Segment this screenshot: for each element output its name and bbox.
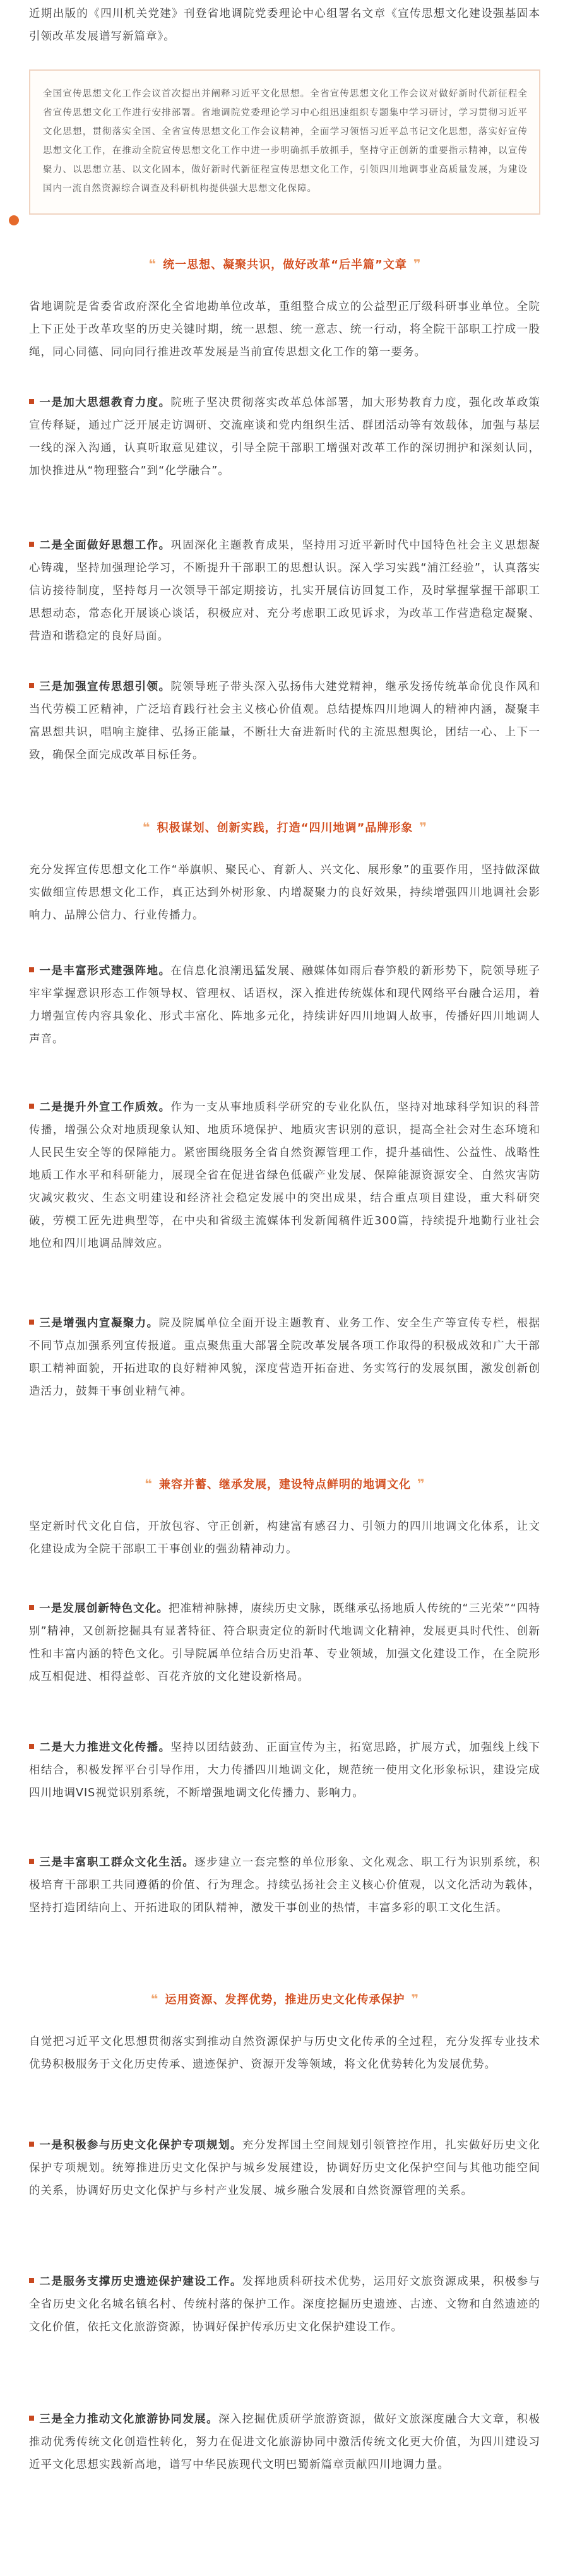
square-bullet-icon (29, 1744, 34, 1749)
intro-text: 全国宣传思想文化工作会议首次提出并阐释习近平文化思想。全省宣传思想文化工作会议对做好新时代新征程全省宣传思想文化工作进行安排部署。省地调院党委理论学习中心组迅速组织专题集中学习研讨，学习贯彻习近平文化思想，贯彻落实全国、全省宣传思想文化工作会议精神，全面学习领悟习近平总书记文化思想，落实好宣传思想文化工作，在推动全院宣传思想文化工作中进一步明确抓手放抓手，坚持守正创新的重要指示精神，以宣传聚力、以思想立基、以文化固本，做好新时代新征程宣传思想文化工作，引领四川地调事业高质量发展，为建设国内一流自然资源综合调查及科研机构提供强大思想文化保障。 (43, 89, 528, 194)
right-quote-icon: ❞ (417, 1476, 425, 1491)
point-lead: 一是加大思想教育力度。 (39, 397, 171, 409)
section-4-title (0, 1986, 570, 2012)
section-3-point-3 (29, 1851, 540, 1919)
section-4-point-2 (29, 2270, 540, 2339)
right-quote-icon: ❞ (411, 1991, 420, 2007)
decorative-dot-icon (9, 215, 19, 225)
square-bullet-icon (29, 1320, 34, 1325)
section-2-point-1 (29, 960, 540, 1051)
point-text: 深入挖掘优质研学旅游资源，做好文旅深度融合大文章，积极推动优秀传统文化创造性转化，努力在促进文化旅游协同中激活传统文化更大价值，为四川建设习近平文化思想实践新高地，谱写中华民族现代文明巴蜀新篇章贡献四川地调力量。 (29, 2413, 541, 2471)
section-2-point-3 (29, 1312, 540, 1403)
point-lead: 一是发展创新特色文化。 (39, 1602, 169, 1615)
section-4-point-1 (29, 2134, 540, 2202)
square-bullet-icon (29, 2278, 34, 2283)
point-text: 发挥地质科研技术优势，运用好文旅资源成果，积极参与全省历史文化名城名镇名村、传统村落的保护工作。深度挖掘历史遗迹、古迹、文物和自然遗迹的文化价值，依托文化旅游资源，协调好保护传承历史文化保护建设工作。 (29, 2275, 541, 2334)
section-2-title (0, 814, 570, 840)
intro-box (29, 69, 540, 215)
point-text: 作为一支从事地质科学研究的专业化队伍，坚持对地球科学知识的科普传播，增强公众对地质现象认知、地质环境保护、地质灾害识别的意识，提高全社会对生态环境和人民民生安全等的保障能力。紧密围绕服务全省自然资源管理工作，提升基础性、公益性、战略性地质工作水平和科研能力，展现全省在促进省绿色低碳产业发展、保障能源资源安全、自然灾害防灾减灾救灾、生态文明建设和经济社会稳定发展中的突出成果，结合重点项目建设，重大科研突破，劳模工匠先进典型等，在中央和省级主流媒体刊发新闻稿件近300篇，持续提升地勤行业社会地位和四川地调品牌效应。 (29, 1101, 540, 1250)
square-bullet-icon (29, 399, 34, 404)
left-quote-icon: ❝ (148, 256, 157, 271)
section-3-title (0, 1471, 570, 1496)
point-text: 把准精神脉搏，赓续历史文脉，既继承弘扬地质人传统的“三光荣”“四特别”精神，又创新挖掘具有显著特征、符合职责定位的新时代地调文化精神，发展更具时代性、创新性和丰富内涵的特色文化。引导院属单位结合历史沿革、专业领域，加强文化建设工作，在全院形成互相促进、相得益彰、百花齐放的文化建设新格局。 (29, 1602, 540, 1683)
point-text: 逐步建立一套完整的单位形象、文化观念、职工行为识别系统，积极培育干部职工共同遵循的价值、行为理念。持续弘扬社会主义核心价值观，以文化活动为载体，坚持打造团结向上、开拓进取的团队精神，激发干事创业的热情，丰富多彩的职工文化生活。 (29, 1856, 541, 1914)
point-lead: 二是提升外宣工作质效。 (39, 1101, 171, 1114)
section-3-point-1 (29, 1597, 540, 1688)
right-quote-icon: ❞ (413, 256, 422, 271)
square-bullet-icon (29, 683, 34, 688)
point-text: 院及院属单位全面开设主题教育、业务工作、安全生产等宣传专栏，根据不同节点加强系列宣传报道。重点聚焦重大部署全院改革发展各项工作取得的积极成效和广大干部职工精神面貌，开拓进取的良好精神风貌，深度营造开拓奋进、务实笃行的发展氛围，激发创新创造活力，鼓舞干事创业精气神。 (29, 1317, 540, 1398)
right-quote-icon: ❞ (419, 820, 428, 835)
left-quote-icon: ❝ (150, 1991, 159, 2007)
section-2-intro: 充分发挥宣传思想文化工作“举旗帜、聚民心、育新人、兴文化、展形象”的重要作用，坚持做深做实做细宣传思想文化工作，真正达到外树形象、内增凝聚力的良好效果，持续增强四川地调社会影响力、品牌公信力、行业传播力。 (29, 864, 540, 922)
section-title-text: 兼容并蓄、继承发展，建设特点鲜明的地调文化 (159, 1478, 411, 1491)
left-quote-icon: ❝ (142, 820, 151, 835)
section-4-point-3 (29, 2408, 540, 2476)
section-1-intro: 省地调院是省委省政府深化全省地勘单位改革，重组整合成立的公益型正厅级科研事业单位。全院上下正处于改革攻坚的历史关键时期，统一思想、统一意志、统一行动，将全院干部职工拧成一股绳，同心同德、同向同行推进改革发展是当前宣传思想文化工作的第一要务。 (29, 301, 540, 359)
point-text: 坚持以团结鼓劲、正面宣传为主，拓宽思路，扩展方式，加强线上线下相结合，积极发挥平台引导作用，大力传播四川地调文化，规范统一使用文化形象标识，建设完成四川地调VIS视觉识别系统，不断增强地调文化传播力、影响力。 (29, 1741, 540, 1799)
square-bullet-icon (29, 1104, 34, 1109)
point-text: 在信息化浪潮迅猛发展、融媒体如雨后春笋般的新形势下，院领导班子牢牢掌握意识形态工作领导权、管理权、话语权，深入推进传统媒体和现代网络平台融合运用，着力增强宣传内容具象化、形式丰富化、阵地多元化，持续讲好四川地调人故事，传播好四川地调人声音。 (29, 965, 540, 1046)
point-lead: 三是丰富职工群众文化生活。 (39, 1856, 195, 1869)
square-bullet-icon (29, 2416, 34, 2421)
section-3-intro: 坚定新时代文化自信，开放包容、守正创新，构建富有感召力、引领力的四川地调文化体系，让文化建设成为全院干部职工干事创业的强劲精神动力。 (29, 1520, 540, 1556)
section-title-text: 积极谋划、创新实践，打造“四川地调”品牌形象 (157, 821, 413, 835)
square-bullet-icon (29, 2142, 34, 2147)
opening-paragraph: 近期出版的《四川机关党建》刊登省地调院党委理论中心组署名文章《宣传思想文化建设强基固本 引领改革发展谱写新篇章》。 (29, 8, 540, 43)
point-lead: 二是服务支撑历史遗迹保护建设工作。 (39, 2275, 242, 2288)
section-title-text: 统一思想、凝聚共识，做好改革“后半篇”文章 (163, 258, 407, 271)
point-lead: 二是大力推进文化传播。 (39, 1741, 171, 1754)
point-text: 巩固深化主题教育成果，坚持用习近平新时代中国特色社会主义思想凝心铸魂，坚持加强理论学习，不断提升干部职工的思想认识。深入学习实践“浦江经验”，认真落实信访接待制度，坚持每月一次领导干部定期接访，扎实开展信访回复工作，及时掌握掌握干部职工思想动态，常态化开展谈心谈话，积极应对、充分考虑职工政见诉求，为改革工作营造稳定凝聚、营造和谐稳定的良好局面。 (29, 539, 540, 643)
section-1-title (0, 251, 570, 277)
point-lead: 三是增强内宣凝聚力。 (39, 1317, 159, 1330)
section-2-point-2 (29, 1096, 540, 1255)
point-text: 院领导班子带头深入弘扬伟大建党精神，继承发扬传统革命优良作风和当代劳模工匠精神，广泛培育践行社会主义核心价值观。总结提炼四川地调人的精神内涵，凝聚丰富思想共识，唱响主旋律、弘扬正能量，不断壮大奋进新时代的主流思想舆论，团结一心、上下一致，确保全面完成改革目标任务。 (29, 681, 540, 761)
section-1-point-3 (29, 676, 540, 766)
square-bullet-icon (29, 542, 34, 547)
point-lead: 一是丰富形式建强阵地。 (39, 965, 171, 977)
section-1-point-2 (29, 534, 540, 648)
square-bullet-icon (29, 1605, 34, 1610)
left-quote-icon: ❝ (145, 1476, 153, 1491)
section-4-intro: 自觉把习近平文化思想贯彻落实到推动自然资源保护与历史文化传承的全过程，充分发挥专业技术优势积极服务于文化历史传承、遗迹保护、资源开发等领域，将文化优势转化为发展优势。 (29, 2036, 540, 2071)
point-lead: 三是全力推动文化旅游协同发展。 (39, 2413, 218, 2426)
section-3-point-2 (29, 1736, 540, 1804)
section-title-text: 运用资源、发挥优势，推进历史文化传承保护 (165, 1993, 405, 2007)
point-lead: 一是积极参与历史文化保护专项规划。 (39, 2139, 242, 2152)
point-lead: 三是加强宣传思想引领。 (39, 681, 171, 693)
section-1-point-1 (29, 391, 540, 482)
square-bullet-icon (29, 967, 34, 972)
square-bullet-icon (29, 1859, 34, 1864)
point-text: 院班子坚决贯彻落实改革总体部署，加大形势教育力度，强化改革政策宣传释疑，通过广泛开展走访调研、交流座谈和党内组织生活、群团活动等有效载体，加强与基层一线的深入沟通，认真听取意见建议，引导全院干部职工增强对改革工作的深切拥护和深刻认同，加快推进从“物理整合”到“化学融合”。 (29, 397, 540, 477)
point-lead: 二是全面做好思想工作。 (39, 539, 171, 552)
point-text: 充分发挥国土空间规划引领管控作用，扎实做好历史文化保护专项规划。统筹推进历史文化保护与城乡发展建设，协调好历史文化保护空间与其他功能空间的关系，协调好历史文化保护与乡村产业发展、城乡融合发展和自然资源管理的关系。 (29, 2139, 541, 2197)
